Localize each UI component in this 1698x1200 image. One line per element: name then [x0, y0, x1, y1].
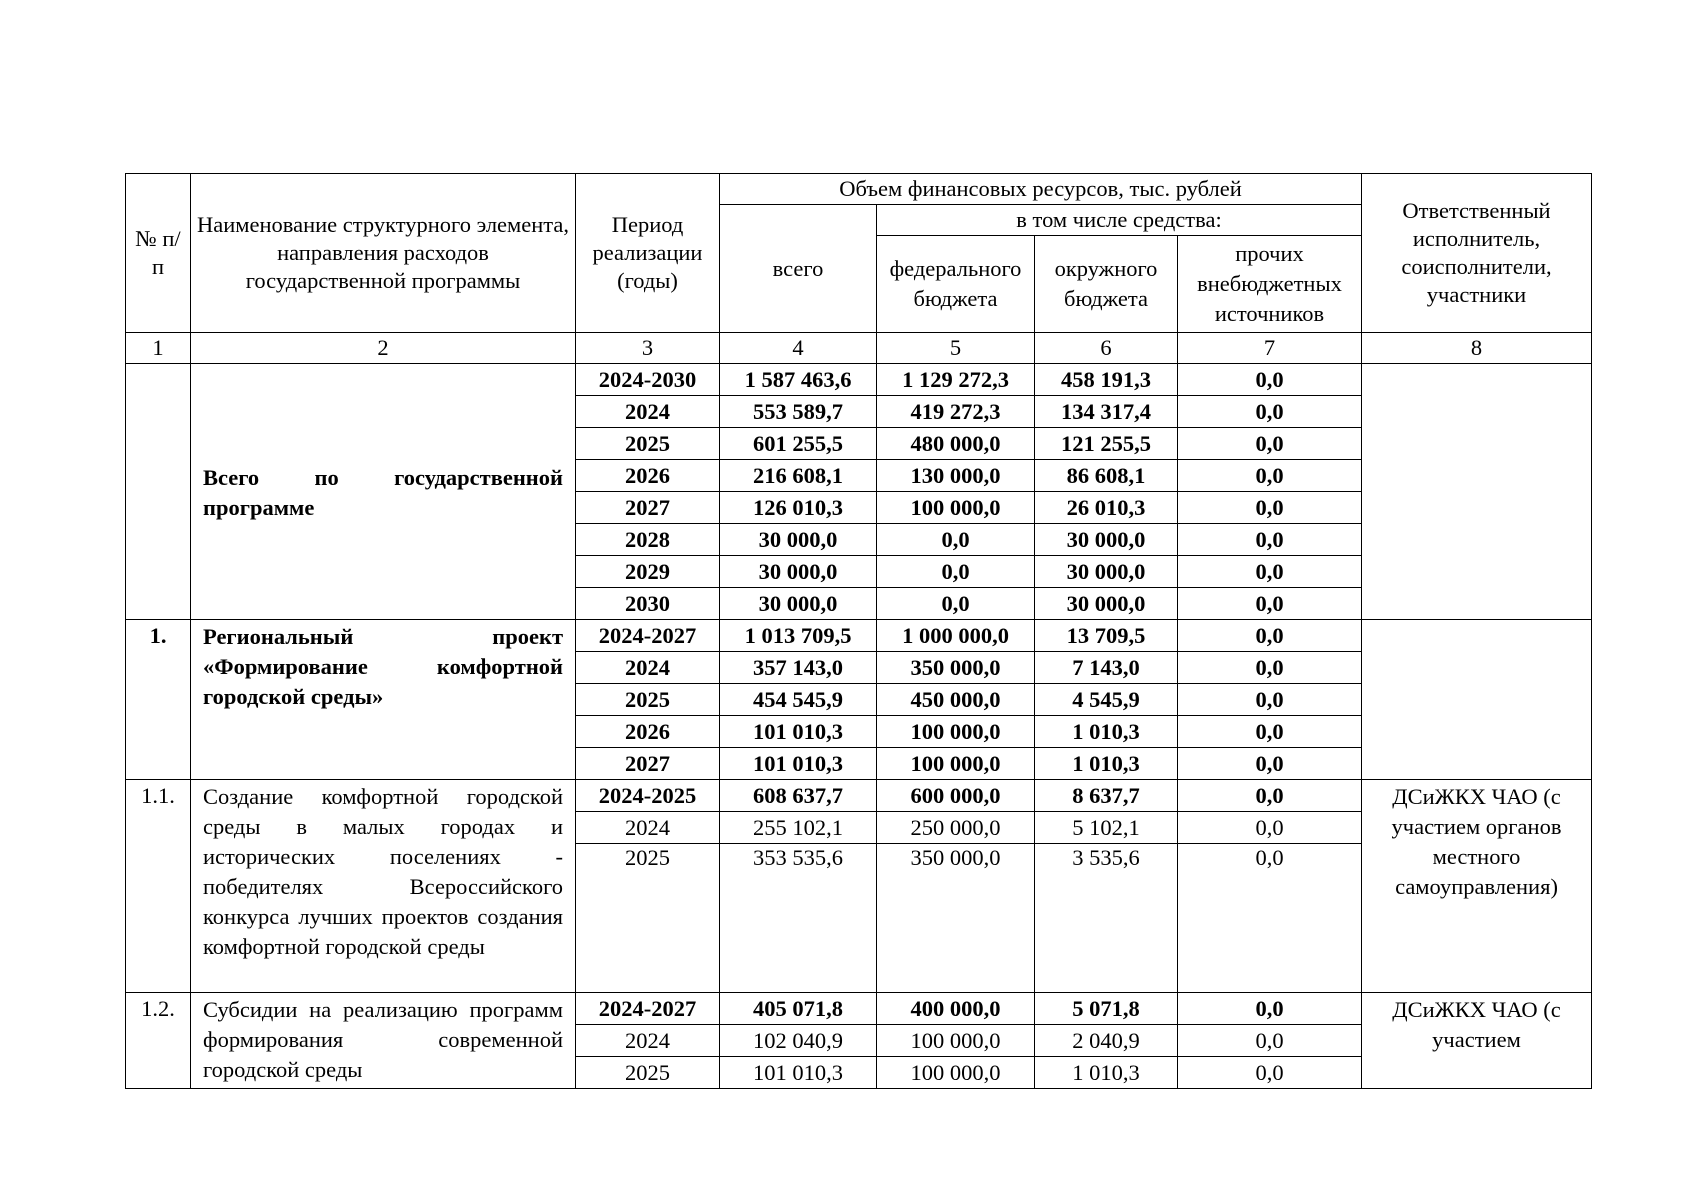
cell-total: 216 608,1	[720, 460, 877, 492]
cell-federal: 0,0	[877, 524, 1035, 556]
financing-table	[125, 173, 1592, 1089]
cell-district: 86 608,1	[1035, 460, 1178, 492]
element-name: Всего по государственной программе	[191, 364, 576, 620]
cell-period: 2024	[576, 812, 720, 844]
cell-period: 2025	[576, 428, 720, 460]
element-name: Региональный проект «Формирование комфортной городской среды»	[191, 620, 576, 780]
cell-district: 5 102,1	[1035, 812, 1178, 844]
cell-period: 2024-2030	[576, 364, 720, 396]
cell-period: 2026	[576, 460, 720, 492]
cell-federal: 400 000,0	[877, 993, 1035, 1025]
cell-period: 2024	[576, 652, 720, 684]
cell-other: 0,0	[1178, 780, 1362, 812]
cell-other: 0,0	[1178, 524, 1362, 556]
table-row	[126, 620, 1592, 652]
cell-period: 2028	[576, 524, 720, 556]
column-number: 2	[191, 333, 576, 364]
element-name: Создание комфортной городской среды в малых городах и исторических поселениях - победителях Всероссийского конкурса лучших проектов создания комфортной городской среды	[191, 780, 576, 993]
cell-district: 121 255,5	[1035, 428, 1178, 460]
cell-other: 0,0	[1178, 492, 1362, 524]
cell-period: 2027	[576, 492, 720, 524]
cell-period: 2026	[576, 716, 720, 748]
row-number	[126, 364, 191, 620]
cell-other: 0,0	[1178, 684, 1362, 716]
cell-district: 458 191,3	[1035, 364, 1178, 396]
cell-total: 608 637,7	[720, 780, 877, 812]
cell-period: 2024	[576, 396, 720, 428]
column-number: 6	[1035, 333, 1178, 364]
cell-district: 26 010,3	[1035, 492, 1178, 524]
table-row	[126, 993, 1592, 1025]
header-name: Наименование структурного элемента, направления расходов государственной программы	[191, 174, 576, 333]
header-including: в том числе средства:	[877, 205, 1362, 236]
cell-district: 13 709,5	[1035, 620, 1178, 652]
header-total: всего	[720, 205, 877, 333]
cell-period: 2024-2025	[576, 780, 720, 812]
cell-total: 553 589,7	[720, 396, 877, 428]
cell-other: 0,0	[1178, 1057, 1362, 1089]
cell-other: 0,0	[1178, 716, 1362, 748]
cell-federal: 480 000,0	[877, 428, 1035, 460]
cell-federal: 130 000,0	[877, 460, 1035, 492]
column-number: 8	[1362, 333, 1592, 364]
cell-period: 2024-2027	[576, 620, 720, 652]
cell-district: 30 000,0	[1035, 588, 1178, 620]
cell-district: 1 010,3	[1035, 716, 1178, 748]
cell-federal: 450 000,0	[877, 684, 1035, 716]
row-number: 1.	[126, 620, 191, 780]
cell-federal: 100 000,0	[877, 716, 1035, 748]
cell-district: 4 545,9	[1035, 684, 1178, 716]
cell-other: 0,0	[1178, 588, 1362, 620]
cell-other: 0,0	[1178, 812, 1362, 844]
table-row	[126, 364, 1592, 396]
cell-period: 2024	[576, 1025, 720, 1057]
column-number: 3	[576, 333, 720, 364]
cell-federal: 0,0	[877, 588, 1035, 620]
cell-total: 357 143,0	[720, 652, 877, 684]
cell-federal: 100 000,0	[877, 748, 1035, 780]
row-number: 1.1.	[126, 780, 191, 993]
header-responsible: Ответственный исполнитель, соисполнители, участники	[1362, 174, 1592, 333]
cell-other: 0,0	[1178, 652, 1362, 684]
table-row	[126, 780, 1592, 812]
cell-federal: 600 000,0	[877, 780, 1035, 812]
cell-district: 1 010,3	[1035, 748, 1178, 780]
cell-other: 0,0	[1178, 460, 1362, 492]
cell-period: 2030	[576, 588, 720, 620]
cell-federal: 100 000,0	[877, 492, 1035, 524]
header-period: Период реализации (годы)	[576, 174, 720, 333]
responsible-executor: ДСиЖКХ ЧАО (с участием	[1362, 993, 1592, 1089]
cell-district: 8 637,7	[1035, 780, 1178, 812]
cell-total: 101 010,3	[720, 1057, 877, 1089]
cell-total: 101 010,3	[720, 748, 877, 780]
column-number: 7	[1178, 333, 1362, 364]
cell-federal: 350 000,0	[877, 652, 1035, 684]
column-number: 1	[126, 333, 191, 364]
header-volume: Объем финансовых ресурсов, тыс. рублей	[720, 174, 1362, 205]
cell-total: 353 535,6	[720, 844, 877, 993]
responsible-executor	[1362, 620, 1592, 780]
cell-total: 102 040,9	[720, 1025, 877, 1057]
cell-total: 1 587 463,6	[720, 364, 877, 396]
cell-federal: 1 000 000,0	[877, 620, 1035, 652]
cell-period: 2025	[576, 1057, 720, 1089]
cell-other: 0,0	[1178, 428, 1362, 460]
cell-district: 7 143,0	[1035, 652, 1178, 684]
cell-total: 30 000,0	[720, 588, 877, 620]
cell-other: 0,0	[1178, 396, 1362, 428]
cell-federal: 350 000,0	[877, 844, 1035, 993]
cell-other: 0,0	[1178, 1025, 1362, 1057]
cell-period: 2025	[576, 684, 720, 716]
column-number: 5	[877, 333, 1035, 364]
cell-total: 30 000,0	[720, 524, 877, 556]
cell-total: 101 010,3	[720, 716, 877, 748]
column-number: 4	[720, 333, 877, 364]
cell-federal: 0,0	[877, 556, 1035, 588]
cell-total: 454 545,9	[720, 684, 877, 716]
cell-other: 0,0	[1178, 993, 1362, 1025]
cell-federal: 1 129 272,3	[877, 364, 1035, 396]
cell-total: 405 071,8	[720, 993, 877, 1025]
responsible-executor: ДСиЖКХ ЧАО (с участием органов местного самоуправления)	[1362, 780, 1592, 993]
cell-other: 0,0	[1178, 844, 1362, 993]
cell-federal: 419 272,3	[877, 396, 1035, 428]
cell-other: 0,0	[1178, 620, 1362, 652]
element-name: Субсидии на реализацию программ формирования современной городской среды	[191, 993, 576, 1089]
cell-period: 2029	[576, 556, 720, 588]
header-district: окружного бюджета	[1035, 236, 1178, 333]
cell-total: 126 010,3	[720, 492, 877, 524]
cell-period: 2027	[576, 748, 720, 780]
cell-total: 30 000,0	[720, 556, 877, 588]
cell-district: 1 010,3	[1035, 1057, 1178, 1089]
row-number: 1.2.	[126, 993, 191, 1089]
cell-total: 601 255,5	[720, 428, 877, 460]
header-other: прочих внебюджетных источников	[1178, 236, 1362, 333]
cell-other: 0,0	[1178, 556, 1362, 588]
cell-other: 0,0	[1178, 364, 1362, 396]
cell-period: 2024-2027	[576, 993, 720, 1025]
cell-district: 134 317,4	[1035, 396, 1178, 428]
cell-federal: 100 000,0	[877, 1025, 1035, 1057]
responsible-executor	[1362, 364, 1592, 620]
cell-district: 30 000,0	[1035, 524, 1178, 556]
header-num: № п/п	[126, 174, 191, 333]
cell-district: 5 071,8	[1035, 993, 1178, 1025]
cell-federal: 250 000,0	[877, 812, 1035, 844]
cell-district: 30 000,0	[1035, 556, 1178, 588]
cell-total: 255 102,1	[720, 812, 877, 844]
cell-total: 1 013 709,5	[720, 620, 877, 652]
cell-other: 0,0	[1178, 748, 1362, 780]
cell-period: 2025	[576, 844, 720, 993]
cell-district: 2 040,9	[1035, 1025, 1178, 1057]
header-federal: федерального бюджета	[877, 236, 1035, 333]
cell-district: 3 535,6	[1035, 844, 1178, 993]
column-numbers-row	[126, 333, 1592, 364]
cell-federal: 100 000,0	[877, 1057, 1035, 1089]
